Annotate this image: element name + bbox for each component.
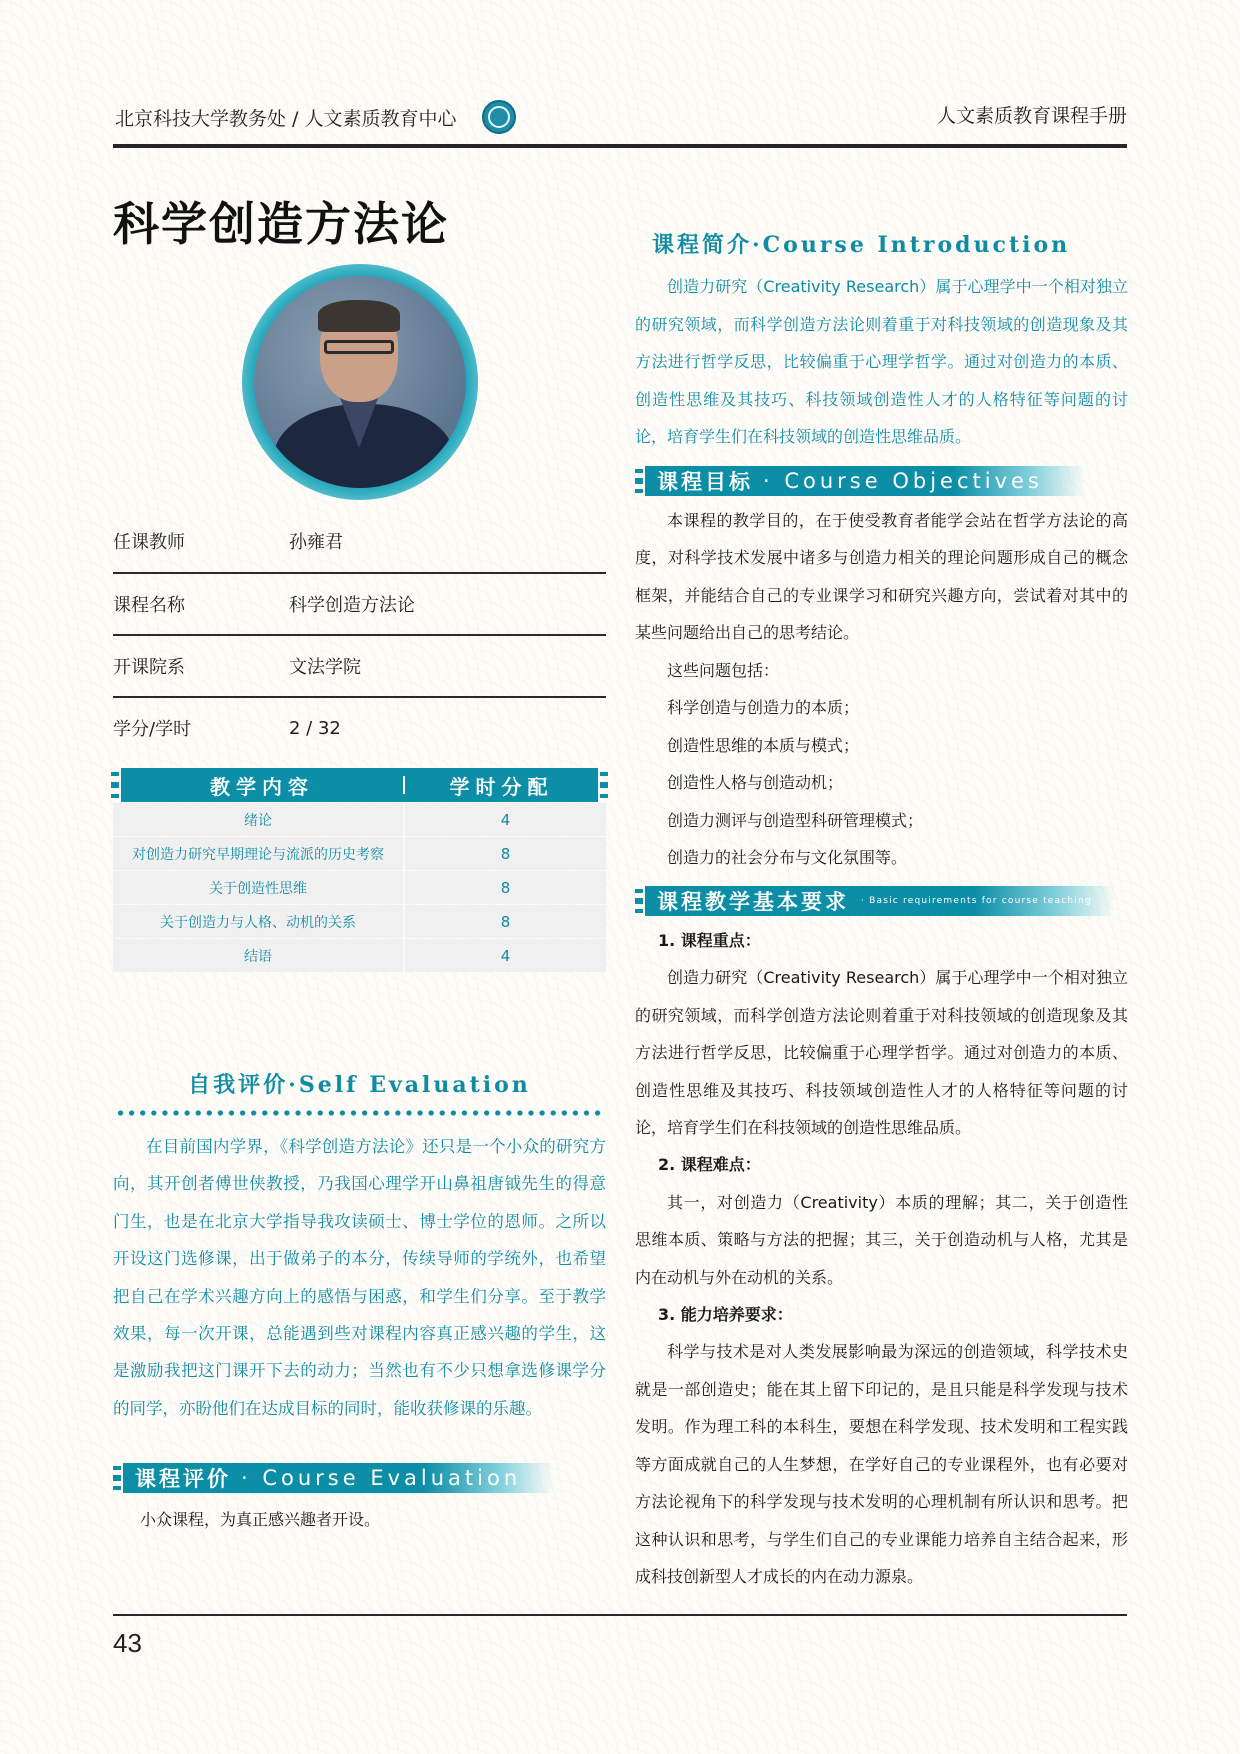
section-heading: 2. 课程难点：: [658, 1155, 761, 1175]
self-evaluation-title: 自我评价·Self Evaluation: [188, 1072, 531, 1098]
info-value: 孙雍君: [289, 532, 343, 553]
section-text: 科学与技术是对人类发展影响最为深远的创造领域，科学技术史就是一部创造史；能在其上留下印记的，是且只能是科学发现与技术发明。作为理工科的本科生，要想在科学发现、技术发明和工程实践等方面成就自己的人生梦想，在学好自己的专业课程外，也有必要对方法论视角下的科学发现与技术发明的心理机制有所认识和思考。把这种认识和思考，与学生们自己的专业课能力培养自主结合起来，形成科技创新型人才成长的内在动力源泉。: [635, 1342, 1128, 1586]
info-value: 文法学院: [289, 657, 361, 678]
table-row: [113, 871, 606, 904]
header-divider: [113, 144, 1127, 148]
info-row-instructor: [113, 510, 606, 572]
header-left: [115, 100, 516, 134]
column-header-hours: 学时分配: [449, 774, 554, 799]
section-heading: 3. 能力培养要求：: [658, 1305, 793, 1325]
info-label: 课程名称: [113, 595, 185, 616]
column-header-content: 教学内容: [210, 774, 314, 799]
info-row-department: [113, 634, 606, 696]
banner-notch-icon: [113, 1466, 121, 1490]
info-value: 科学创造方法论: [289, 595, 415, 616]
section-heading: 1. 课程重点：: [658, 931, 761, 950]
hours-cell: 8: [405, 871, 606, 904]
list-item: 创造性人格与创造动机；: [667, 773, 844, 793]
topic-cell: 绪论: [113, 803, 403, 836]
page-number: 43: [113, 1628, 142, 1658]
banner-title-cn: 课程评价: [135, 1467, 231, 1491]
schedule-header: [121, 768, 598, 802]
banner-notch-icon: [635, 469, 643, 493]
info-value: 2 / 32: [289, 717, 341, 739]
course-evaluation-text: 小众课程，为真正感兴趣者开设。: [140, 1510, 381, 1529]
objectives-text: 本课程的教学目的，在于使受教育者能学会站在哲学方法论的高度，对科学技术发展中诸多与创造力相关的理论问题形成自己的概念框架，并能结合自己的专业课学习和研究兴趣方向，尝试着对其中的某些问题给出自己的思考结论。: [635, 511, 1128, 643]
course-title: 科学创造方法论: [113, 197, 449, 251]
info-row-credits: [113, 696, 606, 758]
course-info-table: [113, 510, 606, 758]
objectives-banner: [635, 466, 1085, 496]
schedule-table: [113, 768, 606, 972]
header-department: 北京科技大学教务处 / 人文素质教育中心: [115, 107, 457, 130]
table-row: [113, 803, 606, 836]
hours-cell: 8: [405, 905, 606, 938]
topic-cell: 关于创造性思维: [113, 871, 403, 904]
instructor-portrait: [254, 276, 466, 488]
info-row-course-name: [113, 572, 606, 634]
topic-cell: 关于创造力与人格、动机的关系: [113, 905, 403, 938]
university-seal-icon: [482, 100, 516, 134]
banner-title-cn: 课程目标: [657, 470, 753, 494]
introduction-text: 创造力研究（Creativity Research）属于心理学中一个相对独立的研究领域，而科学创造方法论则着重于对科技领域的创造现象及其方法进行哲学反思，比较偏重于心理学哲学。通过对创造力的本质、创造性思维及其技巧、科技领域创造性人才的人格特征等问题的讨论，培育学生们在科技领域的创造性思维品质。: [635, 277, 1128, 447]
hours-cell: 4: [405, 803, 606, 836]
table-row: [113, 939, 606, 972]
requirements-banner: [635, 886, 1128, 916]
hours-cell: 4: [405, 939, 606, 972]
list-item: 创造力的社会分布与文化氛围等。: [667, 848, 908, 868]
list-intro: 这些问题包括：: [667, 661, 780, 680]
section-text: 其一，对创造力（Creativity）本质的理解；其二，关于创造性思维本质、策略与方法的把握；其三，关于创造动机与人格，尤其是内在动机与外在动机的关系。: [635, 1192, 1128, 1287]
table-row: [113, 837, 606, 870]
objectives-list: [635, 652, 1128, 876]
introduction-title: 课程简介·Course Introduction: [652, 232, 1071, 258]
dotted-divider: [115, 1110, 605, 1116]
info-label: 任课教师: [113, 532, 185, 553]
banner-title-en: · Course Objectives: [763, 469, 1043, 493]
list-item: 科学创造与创造力的本质；: [667, 698, 860, 718]
info-label: 学分/学时: [113, 719, 192, 740]
banner-title-en: · Course Evaluation: [241, 1466, 522, 1490]
topic-cell: 结语: [113, 939, 403, 972]
list-item: 创造性思维的本质与模式；: [667, 735, 860, 755]
course-evaluation-banner: [113, 1463, 606, 1493]
table-row: [113, 905, 606, 938]
header-handbook-title: 人文素质教育课程手册: [936, 105, 1127, 127]
banner-notch-icon: [635, 889, 643, 913]
topic-cell: 对创造力研究早期理论与流派的历史考察: [113, 837, 403, 870]
banner-title-en: · Basic requirements for course teaching: [861, 896, 1092, 906]
hours-cell: 8: [405, 837, 606, 870]
banner-title-cn: 课程教学基本要求: [657, 890, 849, 914]
self-evaluation-text: 在目前国内学界，《科学创造方法论》还只是一个小众的研究方向，其开创者傅世侠教授，乃我国心理学开山鼻祖唐钺先生的得意门生，也是在北京大学指导我攻读硕士、博士学位的恩师。之所以开设这门选修课，出于做弟子的本分，传续导师的学统外，也希望把自己在学术兴趣方向上的感悟与困惑，和学生们分享。至于教学效果，每一次开课，总能遇到些对课程内容真正感兴趣的学生，这是激励我把这门课开下去的动力；当然也有不少只想拿选修课学分的同学，亦盼他们在达成目标的同时，能收获修课的乐趣。: [113, 1137, 606, 1418]
requirements-content: [635, 922, 1128, 1595]
list-item: 创造力测评与创造型科研管理模式；: [667, 810, 924, 830]
section-text: 创造力研究（Creativity Research）属于心理学中一个相对独立的研究领域，而科学创造方法论则着重于对科技领域的创造现象及其方法进行哲学反思，比较偏重于心理学哲学。通过对创造力的本质、创造性思维及其技巧、科技领域创造性人才的人格特征等问题的讨论，培育学生们在科技领域的创造性思维品质。: [635, 968, 1128, 1138]
info-label: 开课院系: [113, 657, 185, 678]
footer-divider: [113, 1614, 1127, 1616]
